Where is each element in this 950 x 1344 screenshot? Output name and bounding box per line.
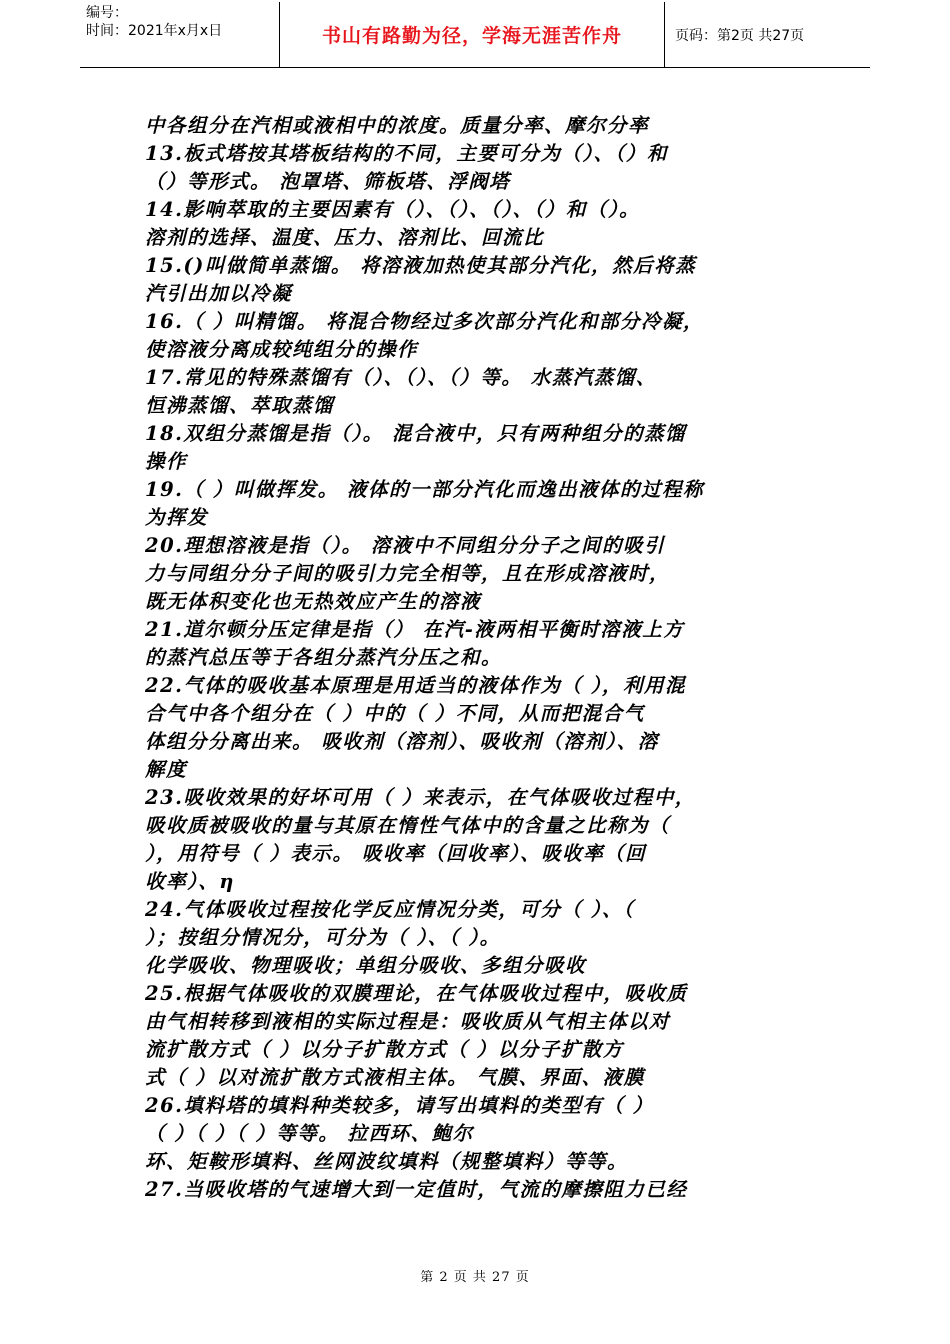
time-label: 时间：2021年x月x日 bbox=[86, 23, 223, 39]
text-line: 17.常见的特殊蒸馏有（）、（）、（）等。 水蒸汽蒸馏、 bbox=[145, 366, 657, 389]
text-line: 13.板式塔按其塔板结构的不同，主要可分为（）、（）和 bbox=[145, 142, 668, 165]
text-line: 吸收质被吸收的量与其原在惰性气体中的含量之比称为（ bbox=[145, 814, 671, 837]
text-line: 环、矩鞍形填料、丝网波纹填料（规整填料）等等。 bbox=[145, 1150, 629, 1173]
text-line: 15.()叫做简单蒸馏。 将溶液加热使其部分汽化，然后将蒸 bbox=[145, 254, 697, 277]
page-header bbox=[80, 2, 870, 68]
text-line: 式（ ）以对流扩散方式液相主体。 气膜、界面、液膜 bbox=[145, 1066, 645, 1089]
text-line: 16.（ ）叫精馏。 将混合物经过多次部分汽化和部分冷凝， bbox=[145, 310, 705, 333]
text-line: 合气中各个组分在（ ）中的（ ）不同，从而把混合气 bbox=[145, 702, 645, 725]
text-line: 汽引出加以冷凝 bbox=[145, 282, 293, 305]
serial-label: 编号： bbox=[86, 5, 128, 21]
page-info: 页码：第2页 共27页 bbox=[675, 27, 805, 44]
text-line: 力与同组分分子间的吸引力完全相等，且在形成溶液时， bbox=[145, 562, 671, 585]
text-line: 23.吸收效果的好坏可用（ ）来表示，在气体吸收过程中， bbox=[145, 786, 696, 809]
text-line: 溶剂的选择、温度、压力、溶剂比、回流比 bbox=[145, 226, 545, 249]
text-line: 的蒸汽总压等于各组分蒸汽分压之和。 bbox=[145, 646, 503, 669]
page-footer: 第 2 页 共 27 页 bbox=[420, 1270, 530, 1285]
text-line: 化学吸收、物理吸收；单组分吸收、多组分吸收 bbox=[145, 954, 587, 977]
text-line: ）；按组分情况分，可分为（ ）、（ ）。 bbox=[145, 926, 501, 949]
text-line: 为挥发 bbox=[145, 506, 209, 529]
text-line: 既无体积变化也无热效应产生的溶液 bbox=[145, 590, 482, 613]
text-line: 14.影响萃取的主要因素有（）、（）、（）、（）和（）。 bbox=[145, 198, 641, 221]
text-line: 由气相转移到液相的实际过程是：吸收质从气相主体以对 bbox=[145, 1010, 671, 1033]
text-line: 26.填料塔的填料种类较多，请写出填料的类型有（ ） bbox=[145, 1094, 654, 1117]
text-line: 使溶液分离成较纯组分的操作 bbox=[145, 338, 419, 361]
text-line: 22.气体的吸收基本原理是用适当的液体作为（ ），利用混 bbox=[145, 674, 686, 697]
header-motto-cell bbox=[280, 2, 665, 67]
text-line: 中各组分在汽相或液相中的浓度。质量分率、摩尔分率 bbox=[145, 114, 650, 137]
text-line: ），用符号（ ）表示。 吸收率（回收率）、吸收率（回 bbox=[145, 842, 647, 865]
text-line: （）等形式。 泡罩塔、筛板塔、浮阀塔 bbox=[145, 170, 511, 193]
text-line: 24.气体吸收过程按化学反应情况分类，可分（ ）、（ bbox=[145, 898, 635, 921]
text-line: 流扩散方式（ ）以分子扩散方式（ ）以分子扩散方 bbox=[145, 1038, 624, 1061]
header-page-cell bbox=[665, 2, 870, 67]
text-line: 21.道尔顿分压定律是指（） 在汽-液两相平衡时溶液上方 bbox=[145, 618, 685, 641]
text-line: （ ）（ ）（ ）等等。 拉西环、鲍尔 bbox=[145, 1122, 474, 1145]
text-line: 解度 bbox=[145, 758, 188, 781]
header-meta bbox=[80, 2, 280, 67]
text-line: 25.根据气体吸收的双膜理论，在气体吸收过程中，吸收质 bbox=[145, 982, 688, 1005]
text-line: 20.理想溶液是指（）。 溶液中不同组分分子之间的吸引 bbox=[145, 534, 665, 557]
motto: 书山有路勤为径，学海无涯苦作舟 bbox=[321, 25, 622, 47]
text-line: 收率）、η bbox=[145, 870, 235, 893]
text-line: 恒沸蒸馏、萃取蒸馏 bbox=[145, 394, 335, 417]
document-body bbox=[145, 112, 815, 1204]
text-line: 19.（ ）叫做挥发。 液体的一部分汽化而逸出液体的过程称 bbox=[145, 478, 705, 501]
text-line: 18.双组分蒸馏是指（）。 混合液中，只有两种组分的蒸馏 bbox=[145, 422, 686, 445]
text-line: 操作 bbox=[145, 450, 188, 473]
text-line: 体组分分离出来。 吸收剂（溶剂）、吸收剂（溶剂）、溶 bbox=[145, 730, 659, 753]
text-line: 27.当吸收塔的气速增大到一定值时，气流的摩擦阻力已经 bbox=[145, 1178, 688, 1201]
